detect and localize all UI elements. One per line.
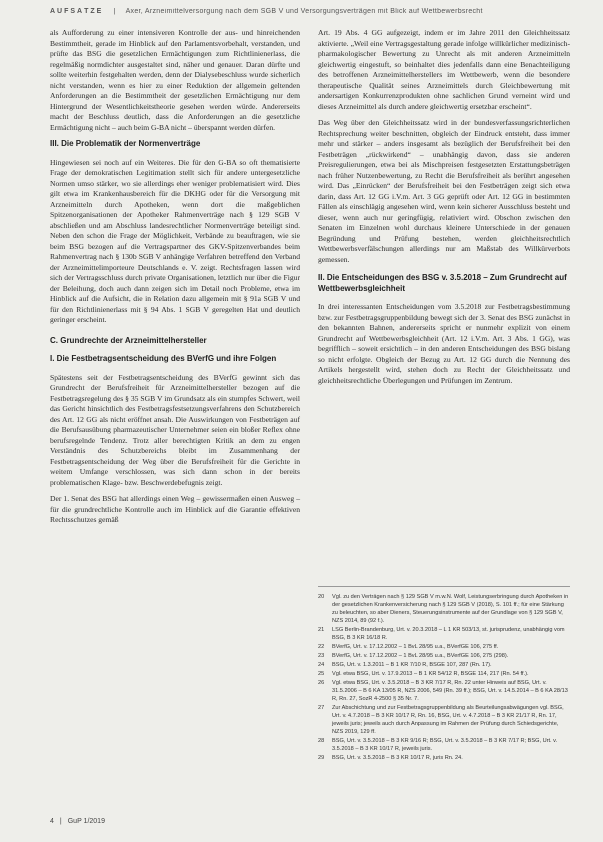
header-separator: | — [113, 8, 116, 15]
running-header — [50, 8, 570, 22]
footnote-text: Vgl. etwa BSG, Urt. v. 3.5.2018 – B 3 KR 7/17 R, Rn. 22 unter Hinweis auf BSG, Urt. v. 31.5.2006 – B 6 KA 13/05 R, NZS 2006, 549 (Rn. 39 ff.); BSG, Urt. v. 14.5.2014 – B 6 KA 28/13 R, Rn. 27, SozR 4-2500 § 35 Nr. 7. — [332, 680, 568, 702]
footnote-number: 27 — [318, 705, 325, 711]
header-running-title: Axer, Arzneimittelversorgung nach dem SGB V und Versorgungsverträgen mit Blick auf Wettbewerbsrecht — [125, 8, 483, 15]
footnote-text: Vgl. etwa BSG, Urt. v. 17.9.2013 – B 1 KR 54/12 R, BSGE 114, 217 (Rn. 54 ff.). — [332, 671, 529, 677]
footnote-text: Vgl. zu den Verträgen nach § 129 SGB V m.w.N. Wolf, Leistungserbringung durch Apotheken in der gesetzlichen Krankenversicherung nach § 129 SGB V (2018), S. 101 ff.; für eine Stärkung zu beleuchten, so aber Dieners, Steuerungsinstrumente auf der Grundlage von § 129 SGB V, NZS 2014, 89 (92 f.). — [332, 594, 569, 624]
footnote-number: 21 — [318, 627, 325, 633]
footnote — [318, 754, 570, 762]
footnote-text: BSG, Urt. v. 3.5.2018 – B 3 KR 9/16 R; BSG, Urt. v. 3.5.2018 – B 3 KR 7/17 R; BSG, Urt. v. 3.5.2018 – B 3 KR 10/17 R, jeweils juris. — [332, 738, 558, 752]
footnote — [318, 643, 570, 651]
footnote — [318, 626, 570, 642]
section-heading-ii: II. Die Entscheidungen des BSG v. 3.5.2018 – Zum Grundrecht auf Wettbewerbsgleichheit — [318, 273, 567, 293]
paragraph: In drei interessanten Entscheidungen vom 3.5.2018 zur Festbetragsbestimmung bzw. zur Festbetragsgruppenbildung bewegt sich der 3. Senat des BSG zunächst in den bekannten Bahnen, andererseits spricht er nunmehr explizit von einem Grundrecht auf Wettbewerbsgleichheit (Art. 12 i.V.m. Art. 3 Abs. 1 GG), was begrifflich – soweit ersichtlich – in den anderen Entscheidungen des BSG bislang so nicht erfolgte. Obgleich der Bezug zu Art. 12 GG durch die Nennung des Artikels hergestellt wird, stehen doch zu Recht der Gleichheitssatz und gleichheitsrechtliche Überlegungen und Prüfungen im Zentrum. — [318, 302, 570, 385]
section-heading-iii: III. Die Problematik der Normenverträge — [50, 139, 201, 148]
footnote-number: 26 — [318, 680, 325, 686]
journal-issue: GuP 1/2019 — [67, 818, 105, 825]
page-footer — [50, 818, 105, 830]
footnote-number: 23 — [318, 653, 325, 659]
footnote — [318, 679, 570, 703]
footnote-number: 25 — [318, 671, 325, 677]
footnote — [318, 670, 570, 678]
footnote-text: BSG, Urt. v. 1.3.2011 – B 1 KR 7/10 R, BSGE 107, 287 (Rn. 17). — [332, 662, 492, 668]
paragraph: als Aufforderung zu einer intensiveren Kontrolle der aus- und hinreichenden Bestimmtheit, gerade im Hinblick auf den Parlamentsvorbehalt, verstanden, und prüfte das BSG die gesetzlichen Ermächtigungen zum Richtlinienerlass, die regelmäßig normdichter ausgestaltet sind, näher und genauer. Daran dürfte und sollte weiterhin festgehalten werden, denn der Dialysebeschluss wurde sicherlich nicht verstanden, wenn es hier zu einer Reduktion der allgemein geltenden Anforderungen an die Bestimmtheit der gesetzlichen Ermächtigung nur dem Hintergrund der Wesentlichkeitstheorie gesehen werden würde. Andererseits macht der Beschluss deutlich, dass die Anforderungen an die gesetzliche Ermächtigung nicht – auch beim G-BA nicht – überspannt werden dürfen. — [50, 28, 300, 132]
footnote — [318, 593, 570, 625]
footnote — [318, 704, 570, 736]
paragraph: Hingewiesen sei noch auf ein Weiteres. Die für den G-BA so oft thematisierte Frage der demokratischen Legitimation stellt sich für andere untergesetzliche Normen umso stärker, wo sie allerdings eher weniger problematisiert wird. Dies gilt etwa im Krankenhausbereich für die DKHG oder für die Versorgung mit Arzneimitteln durch Apotheken, wenn dort die maßgeblichen Spitzenorganisationen der Apotheker Rahmenverträge nach § 129 SGB V abschließen und am Abschluss landesrechtlicher Normenverträge beteiligt sind. Neben den schon die Frage der Möglichkeit, Verbände zu beauftragen, wie sie beim BSG bezogen auf die Vertragspartner des GKV-Spitzenverbandes beim Rahmenvertrag nach § 130b SGB V anhängige Verfahren betreffend den Verband der Arzneimittelimporteure Deutschlands e. V. zeigt. Rechtsfragen lassen wird sich der Vertragsschluss durch private Organisationen, letztlich nur über die Figur der Beleihung, doch auch dann zeigen sich im Detail noch Probleme, etwa im Hinblick auf die Aufsicht, die in Relation dazu allgemein mit § 91a SGB V und für den Richtlinienerlass mit § 94 Abs. 1 SGB V geregelten Hat und deutlich geringer erscheint. — [50, 157, 300, 324]
paragraph: Art. 19 Abs. 4 GG aufgezeigt, indem er im Jahre 2011 den Gleichheitssatz aktivierte. „Weil eine Vertragsgestaltung gerade infolge willkürlicher medizinisch-pharmakologischer Bewertung zu Unrecht als mit anderen Arzneimitteln gleichwertig eingestuft, so beinhaltet dies jedenfalls dann eine Benachteiligung des betroffenen Arzneimittelherstellers im Wettbewerb, wenn die besondere therapeutische Qualität seines Arzneimittels durch Gleichbewertung mit andersartigen Konkurrenzprodukten ohne sachlichen Grund verneint wird und dieses Arzneimittel als durch andere gleichwertig ersetzbar erscheint“. — [318, 28, 570, 111]
header-section-label: AUFSÄTZE — [50, 8, 104, 15]
footnotes — [318, 586, 570, 763]
footnote-number: 20 — [318, 594, 325, 600]
chapter-heading-c: C. Grundrechte der Arzneimittelhersteller — [50, 335, 207, 345]
footnote-text: BSG, Urt. v. 3.5.2018 – B 3 KR 10/17 R, juris Rn. 24. — [332, 755, 463, 761]
section-heading-i: I. Die Festbetragsentscheidung des BVerfG und ihre Folgen — [50, 354, 277, 363]
footer-separator: | — [59, 818, 62, 825]
right-column — [318, 28, 570, 392]
footnote-text: Zur Abschichtung und zur Festbetragsgruppenbildung als Beurteilungsabwägungen vgl. BSG, Urt. v. 4.7.2018 – B 3 KR 10/17 R, Rn. 16, BSG, Urt. v. 4.7.2018 – B 3 KR 21/17 R, Rn. 17, jeweils juris; jeweils auch durch Anpassung im Rahmen der Prüfung durch Schiedsgerichte, NZS 2019, 129 ff. — [332, 705, 564, 735]
footnote-text: LSG Berlin-Brandenburg, Urt. v. 20.3.2018 – L 1 KR 503/13, st. jurisprudenz, unabhängig vom BSG, B 3 KR 16/18 R. — [332, 627, 565, 641]
footnote — [318, 652, 570, 660]
footnote-number: 22 — [318, 644, 325, 650]
footnote-number: 29 — [318, 755, 325, 761]
footnote-text: BVerfG, Urt. v. 17.12.2002 – 1 BvL 28/95 u.a., BVerfGE 106, 275 ff. — [332, 644, 499, 650]
page-number: 4 — [50, 818, 54, 825]
footnote — [318, 661, 570, 669]
footnote — [318, 737, 570, 753]
paragraph: Das Weg über den Gleichheitssatz wird in der bundesverfassungsrichterlichen Rechtsprechung weiter beschnitten, obgleich der Eindruck entsteht, dass immer mehr und stärker – anders insgesamt als bezüglich der Berufsfreiheit bei den Festbeträgen „rückwirkend“ – unabhängig davon, dass sie anderen Preisregulierungen, etwa bei als Mischpreisen festgesetzten Erstattungsbeträgen nach früher Nutzenbewertung, zu Recht die Berufsfreiheit als berührt angesehen wird. Das „Einrücken“ der Berufsfreiheit bei den Festbeträgen zeigt sich etwa darin, dass Art. 12 GG i.V.m. Art. 3 GG geprüft oder Art. 12 GG in bestimmten Fällen als einschlägig angesehen wird, wenn kein sicherer Ausschluss besteht und dieser, wenn auch nur geringfügig, relativiert wird. Obschon zwischen den Senaten im Einzelnen wohl durchaus kleinere Unterschiede in der genauen Begründung und Prüfung bestehen, werden gleichheitsrechtlich Wettbewerbsverfälschungen allerdings nur am Maßstab des Willkürverbots gemessen. — [318, 118, 570, 264]
footnote-number: 24 — [318, 662, 325, 668]
left-column — [50, 28, 300, 532]
footnote-number: 28 — [318, 738, 325, 744]
paragraph: Spätestens seit der Festbetragsentscheidung des BVerfG gewinnt sich das Grundrecht der Berufsfreiheit für Arzneimittelhersteller bezogen auf die Festbetragsregelung des § 35 SGB V im Grundsatz als ein stumpfes Schwert, weil das Gericht hinsichtlich des Festbetragsfestsetzungsverfahrens den Schutzbereich des Art. 12 GG als nicht eröffnet ansah. Die Auswirkungen von Festbeträgen auf die Berufsausübung pharmazeutischer Unternehmer seien ein bloßer Reflex ohne berufsregelnde Tendenz. Trotz aller berechtigten Kritik an dem zu engen Verständnis des Schutzbereichs bleibt im Zusammenhang der Festbetragsentscheidung der Weg über die Berufsfreiheit für die Gerichte in weitem Umfange verschlossen, was sich dann schon in der bereits problematischen Klage- bzw. Beschwerdebefugnis zeigt. — [50, 372, 300, 487]
footnote-text: BVerfG, Urt. v. 17.12.2002 – 1 BvL 28/95 u.a., BVerfGE 106, 275 (298). — [332, 653, 509, 659]
paragraph: Der 1. Senat des BSG hat allerdings einen Weg – gewissermaßen einen Ausweg – für die grundrechtliche Kontrolle auch im Hinblick auf die Garantie effektiven Rechtsschutzes gemäß — [50, 494, 300, 524]
